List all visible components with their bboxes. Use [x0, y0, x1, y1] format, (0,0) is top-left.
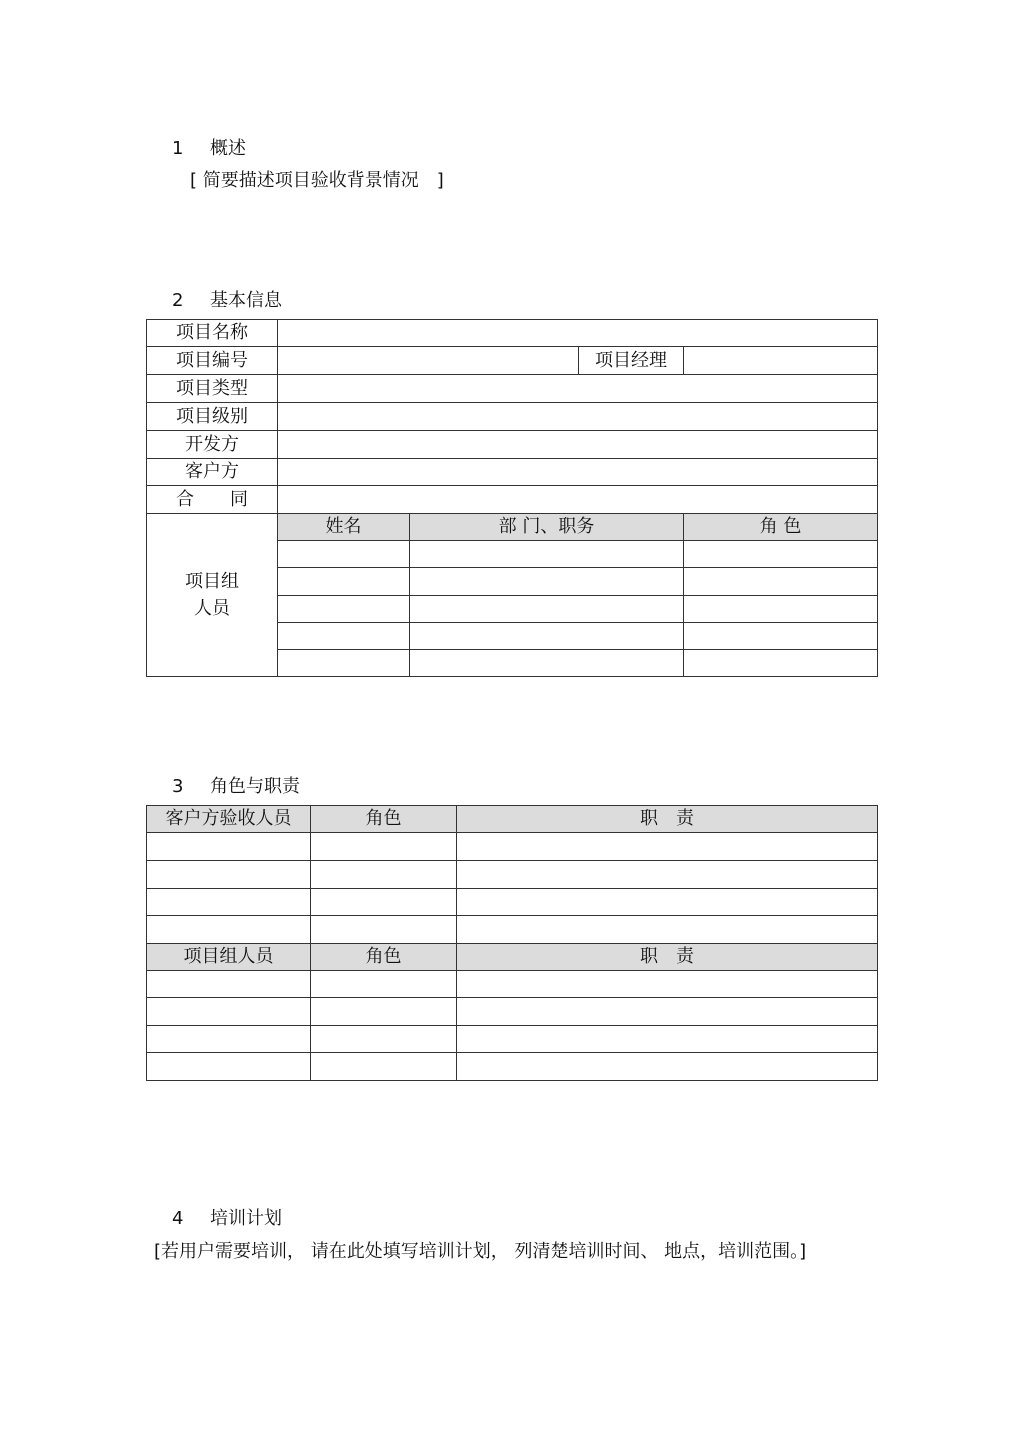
- field-project-level[interactable]: [278, 403, 878, 431]
- field-project-name[interactable]: [278, 320, 878, 347]
- section-3-number: 3: [172, 776, 184, 797]
- team-duty-cell[interactable]: [457, 1053, 878, 1081]
- team-duty-cell[interactable]: [457, 971, 878, 998]
- label-project-type: 项目类型: [147, 375, 278, 403]
- team-member-cell[interactable]: [147, 971, 311, 998]
- row-project-code: [147, 347, 878, 375]
- team-role-cell[interactable]: [311, 971, 457, 998]
- client-member-cell[interactable]: [147, 833, 311, 861]
- table-row: [147, 889, 878, 916]
- row-project-type: [147, 375, 878, 403]
- client-duty-cell[interactable]: [457, 833, 878, 861]
- client-duty-cell[interactable]: [457, 889, 878, 916]
- team-member-cell[interactable]: [147, 1026, 311, 1053]
- section-4-heading: [172, 1208, 282, 1230]
- section-1-title: 概述: [210, 138, 246, 159]
- table-row: [147, 998, 878, 1026]
- label-team-line2: 人员: [194, 598, 230, 619]
- section-1-heading: [172, 138, 246, 160]
- team-name-cell[interactable]: [278, 541, 410, 568]
- team-dept-cell[interactable]: [410, 568, 684, 596]
- team-header-role: 角 色: [684, 514, 878, 541]
- label-team-line1: 项目组: [185, 571, 239, 592]
- team-header-member: 项目组人员: [147, 944, 311, 971]
- table-row: [147, 1053, 878, 1081]
- table-row: [147, 833, 878, 861]
- team-name-cell[interactable]: [278, 650, 410, 677]
- team-dept-cell[interactable]: [410, 596, 684, 623]
- table-row: [147, 1026, 878, 1053]
- client-role-cell[interactable]: [311, 916, 457, 944]
- section-1-note: [ 简要描述项目验收背景情况 ]: [190, 170, 444, 191]
- field-project-type[interactable]: [278, 375, 878, 403]
- label-project-name: 项目名称: [147, 320, 278, 347]
- field-client[interactable]: [278, 459, 878, 486]
- client-header-row: [147, 806, 878, 833]
- label-contract: 合 同: [147, 486, 278, 514]
- team-member-cell[interactable]: [147, 998, 311, 1026]
- team-duty-cell[interactable]: [457, 998, 878, 1026]
- section-4-number: 4: [172, 1208, 184, 1229]
- label-project-code: 项目编号: [147, 347, 278, 375]
- client-header-duty: 职 责: [457, 806, 878, 833]
- team-dept-cell[interactable]: [410, 650, 684, 677]
- client-member-cell[interactable]: [147, 889, 311, 916]
- label-client: 客户方: [147, 459, 278, 486]
- team-header-row: [147, 944, 878, 971]
- team-header-duty: 职 责: [457, 944, 878, 971]
- field-contract[interactable]: [278, 486, 878, 514]
- team-header-dept: 部 门、职务: [410, 514, 684, 541]
- row-project-name: [147, 320, 878, 347]
- label-developer: 开发方: [147, 431, 278, 459]
- section-2-number: 2: [172, 290, 184, 311]
- team-role-cell[interactable]: [684, 541, 878, 568]
- team-name-cell[interactable]: [278, 568, 410, 596]
- label-team-members: [147, 514, 278, 677]
- basic-info-table: [146, 319, 878, 677]
- section-2-heading: [172, 290, 282, 312]
- client-role-cell[interactable]: [311, 861, 457, 889]
- client-header-role: 角色: [311, 806, 457, 833]
- label-project-manager: 项目经理: [579, 347, 684, 375]
- client-duty-cell[interactable]: [457, 916, 878, 944]
- client-member-cell[interactable]: [147, 861, 311, 889]
- section-3-title: 角色与职责: [210, 776, 300, 797]
- team-role-cell[interactable]: [684, 596, 878, 623]
- table-row: [147, 861, 878, 889]
- field-project-manager[interactable]: [684, 347, 878, 375]
- field-developer[interactable]: [278, 431, 878, 459]
- team-header-role-2: 角色: [311, 944, 457, 971]
- table-row: [147, 916, 878, 944]
- client-header-member: 客户方验收人员: [147, 806, 311, 833]
- client-role-cell[interactable]: [311, 889, 457, 916]
- section-4-title: 培训计划: [210, 1208, 282, 1229]
- row-client: [147, 459, 878, 486]
- label-project-level: 项目级别: [147, 403, 278, 431]
- team-dept-cell[interactable]: [410, 623, 684, 650]
- row-developer: [147, 431, 878, 459]
- team-role-cell[interactable]: [311, 1053, 457, 1081]
- team-role-cell[interactable]: [684, 623, 878, 650]
- team-role-cell[interactable]: [684, 568, 878, 596]
- row-contract: [147, 486, 878, 514]
- client-role-cell[interactable]: [311, 833, 457, 861]
- team-member-cell[interactable]: [147, 1053, 311, 1081]
- team-role-cell[interactable]: [311, 998, 457, 1026]
- team-role-cell[interactable]: [311, 1026, 457, 1053]
- row-team-header: [147, 514, 878, 541]
- roles-table: [146, 805, 878, 1081]
- team-name-cell[interactable]: [278, 623, 410, 650]
- team-role-cell[interactable]: [684, 650, 878, 677]
- client-member-cell[interactable]: [147, 916, 311, 944]
- section-4-note: [若用户需要培训， 请在此处填写培训计划， 列清楚培训时间、 地点，培训范围。]: [154, 1241, 807, 1262]
- team-name-cell[interactable]: [278, 596, 410, 623]
- section-1-number: 1: [172, 138, 184, 159]
- team-dept-cell[interactable]: [410, 541, 684, 568]
- row-project-level: [147, 403, 878, 431]
- table-row: [147, 971, 878, 998]
- field-project-code[interactable]: [278, 347, 579, 375]
- section-2-title: 基本信息: [210, 290, 282, 311]
- client-duty-cell[interactable]: [457, 861, 878, 889]
- section-3-heading: [172, 776, 300, 798]
- team-header-name: 姓名: [278, 514, 410, 541]
- team-duty-cell[interactable]: [457, 1026, 878, 1053]
